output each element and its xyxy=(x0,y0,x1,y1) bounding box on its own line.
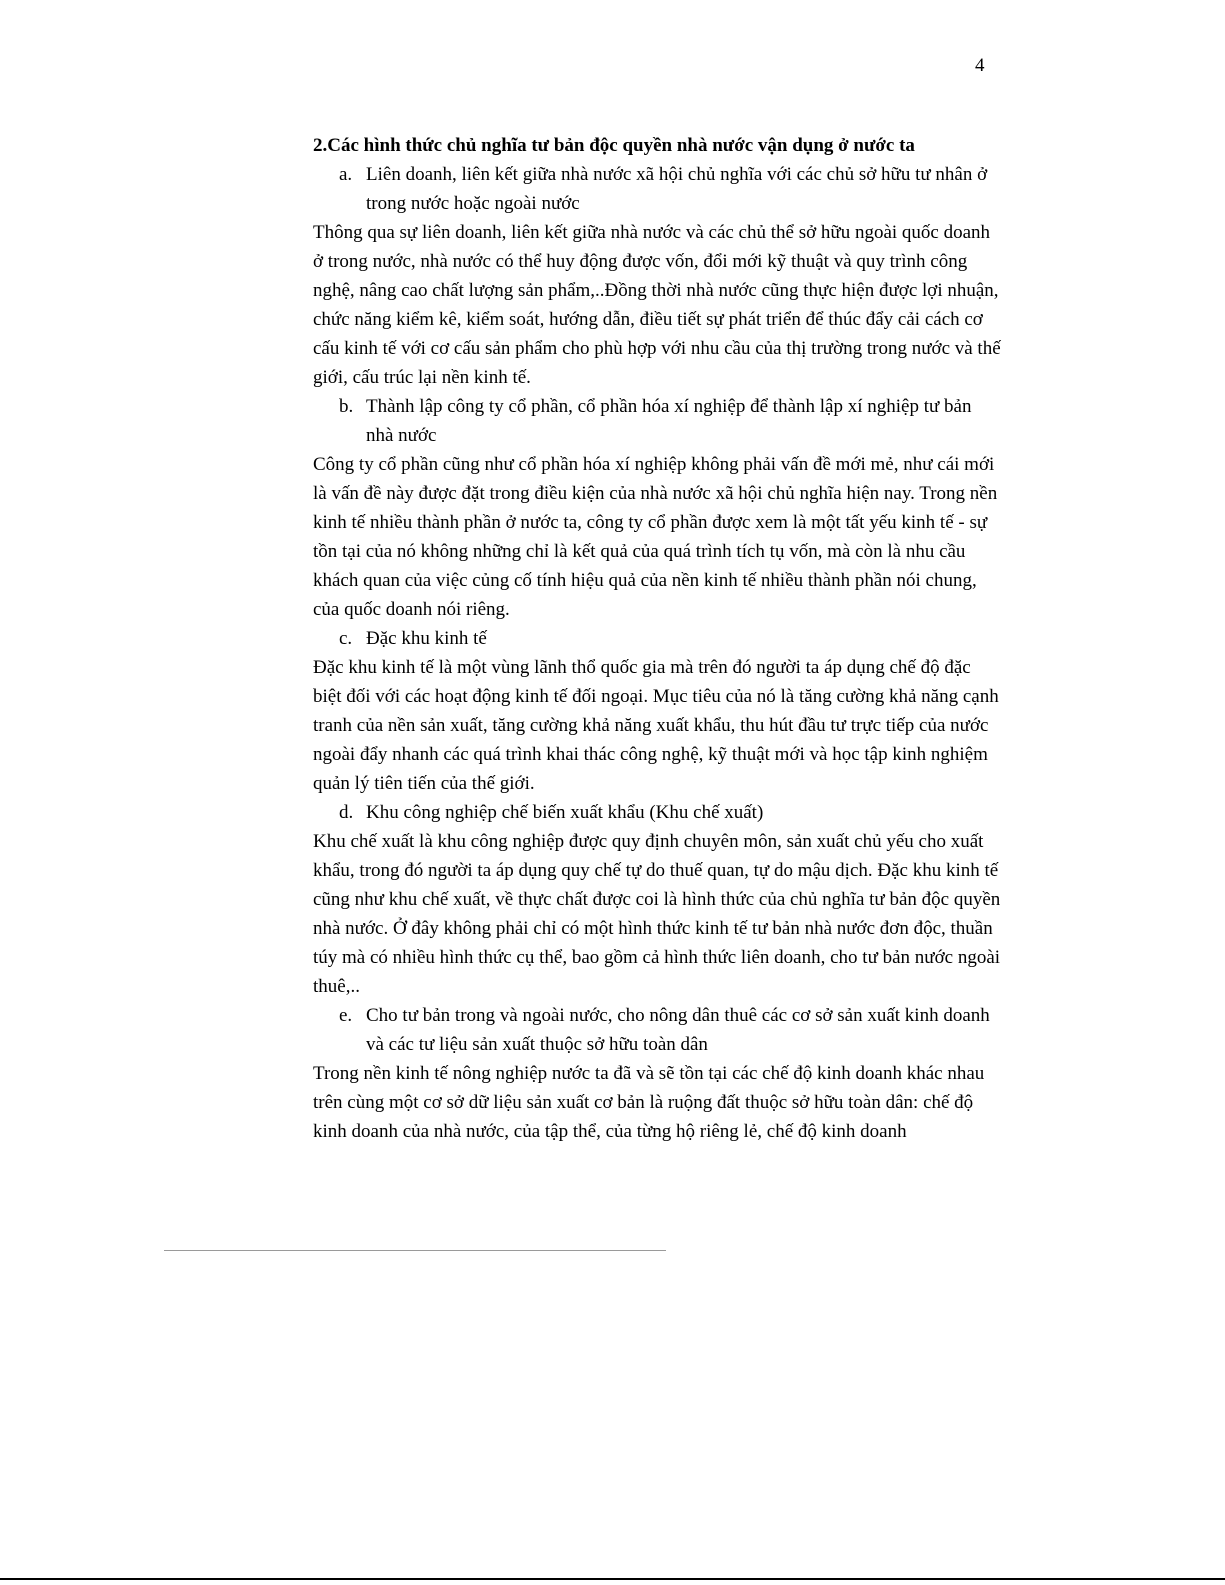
list-marker: c. xyxy=(339,628,353,649)
list-item-b xyxy=(313,392,1003,450)
body-paragraph: Công ty cổ phần cũng như cổ phần hóa xí nghiệp không phải vấn đề mới mẻ, như cái mới là vấn đề này được đặt trong điều kiện của nhà nước xã hội chủ nghĩa hiện nay. Trong nền kinh tế nhiều thành phần ở nước ta, công ty cổ phần được xem là một tất yếu kinh tế - sự tồn tại của nó không những chỉ là kết quả của quá trình tích tụ vốn, mà còn là nhu cầu khách quan của việc củng cố tính hiệu quả của nền kinh tế nhiều thành phần nói chung, của quốc doanh nói riêng. xyxy=(313,454,998,620)
list-item-d xyxy=(313,798,1003,827)
body-paragraph: Trong nền kinh tế nông nghiệp nước ta đã và sẽ tồn tại các chế độ kinh doanh khác nhau trên cùng một cơ sở dữ liệu sản xuất cơ bản là ruộng đất thuộc sở hữu toàn dân: chế độ kinh doanh của nhà nước, của tập thể, của từng hộ riêng lẻ, chế độ kinh doanh xyxy=(313,1063,985,1142)
list-item-e xyxy=(313,1001,1003,1059)
list-item-c xyxy=(313,624,1003,653)
list-marker: a. xyxy=(339,164,353,185)
list-item-a xyxy=(313,160,1003,218)
section-heading: 2.Các hình thức chủ nghĩa tư bản độc quyền nhà nước vận dụng ở nước ta xyxy=(313,135,915,156)
body-paragraph: Khu chế xuất là khu công nghiệp được quy định chuyên môn, sản xuất chủ yếu cho xuất khẩu, trong đó người ta áp dụng quy chế tự do thuế quan, tự do mậu dịch. Đặc khu kinh tế cũng như khu chế xuất, về thực chất được coi là hình thức của chủ nghĩa tư bản độc quyền nhà nước. Ở đây không phải chỉ có một hình thức kinh tế tư bản nhà nước đơn độc, thuần túy mà có nhiều hình thức cụ thể, bao gồm cả hình thức liên doanh, cho tư bản nước ngoài thuê,.. xyxy=(313,831,1001,997)
list-marker: b. xyxy=(339,396,354,417)
body-paragraph: Đặc khu kinh tế là một vùng lãnh thổ quốc gia mà trên đó người ta áp dụng chế độ đặc biệt đối với các hoạt động kinh tế đối ngoại. Mục tiêu của nó là tăng cường khả năng cạnh tranh của nền sản xuất, tăng cường khả năng xuất khẩu, thu hút đầu tư trực tiếp của nước ngoài đẩy nhanh các quá trình khai thác công nghệ, kỹ thuật mới và học tập kinh nghiệm quản lý tiên tiến của thế giới. xyxy=(313,657,999,794)
list-item-title: Liên doanh, liên kết giữa nhà nước xã hội chủ nghĩa với các chủ sở hữu tư nhân ở trong nước hoặc ngoài nước xyxy=(366,164,988,214)
list-marker: e. xyxy=(339,1005,353,1026)
list-item-title: Khu công nghiệp chế biến xuất khẩu (Khu chế xuất) xyxy=(366,802,764,823)
list-marker: d. xyxy=(339,802,354,823)
footnote-separator xyxy=(164,1250,666,1251)
page-bottom-border xyxy=(0,1578,1225,1580)
list-item-title: Thành lập công ty cổ phần, cổ phần hóa xí nghiệp để thành lập xí nghiệp tư bản nhà nước xyxy=(366,396,972,446)
body-paragraph: Thông qua sự liên doanh, liên kết giữa nhà nước và các chủ thể sở hữu ngoài quốc doanh ở trong nước, nhà nước có thể huy động được vốn, đổi mới kỹ thuật và quy trình công nghệ, nâng cao chất lượng sản phẩm,..Đồng thời nhà nước cũng thực hiện được lợi nhuận, chức năng kiểm kê, kiểm soát, hướng dẫn, điều tiết sự phát triển để thúc đẩy cải cách cơ cấu kinh tế với cơ cấu sản phẩm cho phù hợp với nhu cầu của thị trường trong nước và thế giới, cấu trúc lại nền kinh tế. xyxy=(313,222,1001,388)
list-item-title: Cho tư bản trong và ngoài nước, cho nông dân thuê các cơ sở sản xuất kinh doanh và các tư liệu sản xuất thuộc sở hữu toàn dân xyxy=(366,1005,990,1055)
document-body xyxy=(313,131,1003,1146)
list-item-title: Đặc khu kinh tế xyxy=(366,628,487,649)
page-number: 4 xyxy=(975,55,985,76)
